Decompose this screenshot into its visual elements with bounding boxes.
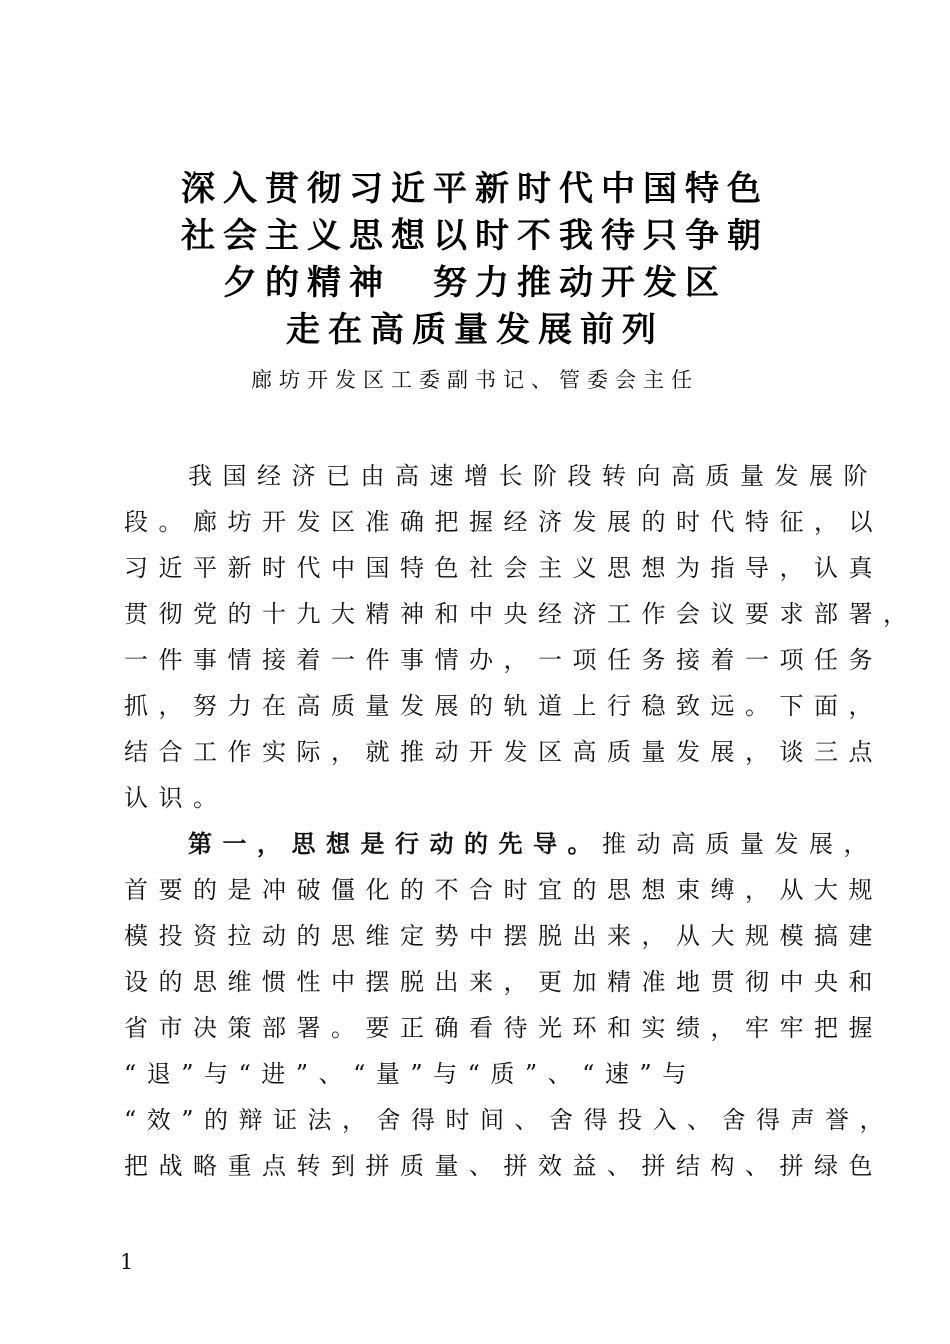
paragraph-line: 习近平新时代中国特色社会主义思想为指导，认真 <box>124 554 883 582</box>
paragraph-line: 省市决策部署。要正确看待光环和实绩，牢牢把握 <box>124 1014 883 1042</box>
paragraph-text: 推动高质量发展， <box>602 830 878 858</box>
paragraph-first-line <box>188 824 878 859</box>
paragraph-line: 认识。 <box>124 784 228 812</box>
paragraph-line: 一件事情接着一件事情办，一项任务接着一项任务 <box>124 646 883 674</box>
page-number: 1 <box>120 1250 134 1274</box>
section-heading: 第一，思想是行动的先导。 <box>188 829 602 858</box>
paragraph-line: 设的思维惯性中摆脱出来，更加精准地贯彻中央和 <box>124 968 883 996</box>
paragraph-line: 首要的是冲破僵化的不合时宜的思想束缚，从大规 <box>124 876 883 904</box>
paragraph-line: 结合工作实际，就推动开发区高质量发展，谈三点 <box>124 738 883 766</box>
title-line: 夕的精神 努力推动开发区 <box>223 263 727 303</box>
author-line: 廊坊开发区工委副书记、管委会主任 <box>251 368 699 392</box>
paragraph-line: 抓，努力在高质量发展的轨道上行稳致远。下面， <box>124 692 883 720</box>
title-line: 社会主义思想以时不我待只争朝 <box>181 216 769 256</box>
paragraph-line: “效”的辩证法，舍得时间、舍得投入、舍得声誉， <box>124 1106 895 1134</box>
title-line: 深入贯彻习近平新时代中国特色 <box>181 169 769 209</box>
paragraph-line: 我国经济已由高速增长阶段转向高质量发展阶 <box>188 462 878 490</box>
paragraph-line: 贯彻党的十九大精神和中央经济工作会议要求部署， <box>124 600 918 628</box>
title-line: 走在高质量发展前列 <box>286 310 664 350</box>
paragraph-line: 模投资拉动的思维定势中摆脱出来，从大规模搞建 <box>124 922 883 950</box>
paragraph-line: 段。廊坊开发区准确把握经济发展的时代特征，以 <box>124 508 883 536</box>
document-title <box>120 166 830 354</box>
paragraph-line: 把战略重点转到拼质量、拼效益、拼结构、拼绿色 <box>124 1152 883 1180</box>
paragraph-line: “退”与“进”、“量”与“质”、“速”与 <box>124 1060 697 1088</box>
